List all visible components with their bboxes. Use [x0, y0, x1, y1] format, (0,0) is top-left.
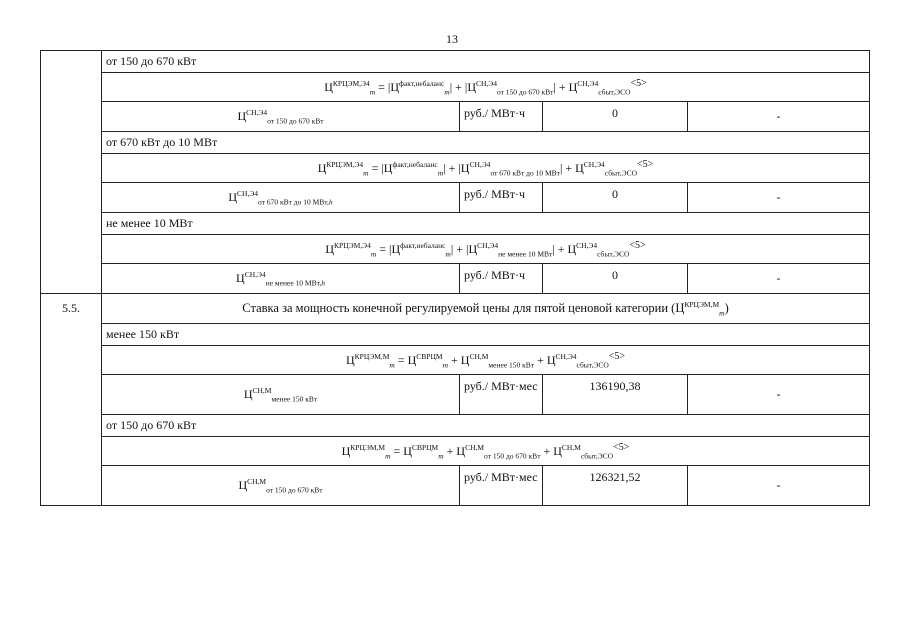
value-row [41, 375, 870, 415]
formula-symbol: $Ц^{СН,Э4}_{от 150 до 670 кВт}$ [237, 107, 324, 126]
unit-cell: руб./ МВт·ч [460, 264, 543, 294]
section-label: менее 150 кВт [102, 324, 870, 346]
unit-cell: руб./ МВт·ч [460, 183, 543, 213]
symbol-superscript: факт,небаланс [400, 240, 446, 250]
formula: $Ц^{КРЦЭМ,Э4}_m = |Ц^{факт,небаланс}_m| + |Ц^{СН,Э4}_{не менее 10 МВт}| + Ц^{СН,Э4}_{сбыт,ЭСО}^{<5>}$ [102, 235, 870, 264]
symbol-subscript: сбыт,ЭСО [576, 360, 609, 370]
note-cell: - [688, 264, 870, 294]
formula-symbol [391, 241, 450, 258]
formula-symbol [456, 443, 540, 460]
value-row [41, 183, 870, 213]
footnote-ref: <5> [637, 158, 654, 170]
value-symbol [102, 375, 460, 415]
symbol-superscript: СН,Э4 [576, 240, 598, 250]
symbol-subscript: от 150 до 670 кВт [484, 451, 541, 461]
symbol-subscript: сбыт,ЭСО [598, 87, 631, 97]
plus-sign: + [558, 79, 566, 94]
equals-sign: = [371, 160, 379, 175]
symbol-subscript: сбыт,ЭСО [604, 168, 638, 178]
formula-row [41, 154, 870, 183]
footnote-ref: <5> [613, 441, 630, 453]
value-cell: 0 [543, 102, 688, 132]
symbol-base: Ц [383, 160, 393, 175]
formula-symbol [467, 79, 553, 96]
formula-symbol [390, 79, 449, 96]
symbol-superscript: СН,Э4 [477, 240, 499, 250]
section-row [41, 132, 870, 154]
symbol-subscript: m [444, 87, 450, 97]
symbol-subscript: сбыт,ЭСО [580, 451, 614, 461]
plus-sign: + [557, 241, 565, 256]
formula-symbol [461, 352, 534, 369]
symbol-base: Ц [390, 79, 399, 94]
section-row [41, 51, 870, 73]
formula-symbol: $Ц^{СН,Э4}_{от 670 кВт до 10 МВт,h}$ [228, 188, 333, 207]
item-header-row [41, 294, 870, 324]
symbol-superscript: СВРЦМ [416, 351, 443, 361]
formula-symbol: $Ц^{СН,М}_{от 150 до 670 кВт}$ [238, 476, 323, 495]
section-row [41, 415, 870, 437]
plus-sign: + [448, 160, 456, 175]
symbol-subscript: менее 150 кВт [488, 360, 535, 370]
symbol-subscript: m [442, 360, 448, 370]
formula-symbol [384, 160, 443, 177]
symbol-base: Ц [467, 79, 476, 94]
formula-symbol [403, 443, 443, 460]
symbol-base: Ц [403, 443, 412, 458]
unit-cell: руб./ МВт·ч [460, 102, 543, 132]
item-number: 5.5. [41, 294, 102, 506]
symbol-superscript: КРЦЭМ,Э4 [326, 159, 364, 169]
symbol-superscript: СН,Э4 [577, 78, 599, 88]
symbol-subscript: сбыт,ЭСО [597, 249, 630, 259]
symbol-superscript: СН,Э4 [583, 159, 605, 169]
symbol-base: Ц [460, 160, 470, 175]
symbol-base: Ц [553, 443, 562, 458]
value-cell: 126321,52 [543, 466, 688, 506]
value-row [41, 102, 870, 132]
footnote-ref: <5> [629, 239, 646, 251]
symbol-superscript: КРЦЭМ,М [350, 442, 386, 452]
formula-symbol [346, 352, 395, 369]
symbol-subscript: не менее 10 МВт [498, 249, 553, 259]
symbol-base: Ц [317, 160, 327, 175]
symbol-base: Ц [341, 443, 351, 458]
value-symbol [102, 183, 460, 213]
symbol-subscript: m [445, 249, 451, 259]
formula-symbol [567, 241, 629, 258]
symbol-superscript: СН,М [465, 442, 485, 452]
section-label: от 150 до 670 кВт [102, 415, 870, 437]
footnote-ref: <5> [608, 350, 626, 362]
tariff-table [40, 50, 870, 506]
formula-symbol [342, 443, 391, 460]
symbol-base: Ц [391, 241, 401, 256]
symbol-subscript: m [438, 451, 444, 461]
symbol-subscript: m [389, 360, 395, 370]
symbol-superscript: СН,Э4 [555, 351, 577, 361]
formula [102, 346, 870, 375]
symbol-base: Ц [460, 352, 470, 367]
value-cell: 0 [543, 264, 688, 294]
formula-symbol [324, 79, 375, 96]
symbol-base: Ц [567, 241, 577, 256]
value-row [41, 466, 870, 506]
plus-sign: + [543, 443, 551, 458]
section-row [41, 213, 870, 235]
value-symbol [102, 102, 460, 132]
plus-sign: + [456, 241, 464, 256]
formula-row [41, 235, 870, 264]
section-row [41, 324, 870, 346]
symbol-superscript: КРЦЭМ,Э4 [334, 240, 371, 250]
symbol-superscript: КРЦЭМ,Э4 [332, 78, 370, 88]
item-title: Ставка за мощность конечной регулируемой цены для пятой ценовой категории $(Ц^{КРЦЭМ,М}_m)$ [102, 294, 870, 324]
symbol-subscript: m [370, 249, 377, 259]
plus-sign: + [565, 160, 573, 175]
formula: $Ц^{КРЦЭМ,Э4}_m = |Ц^{факт,небаланс}_m| + |Ц^{СН,Э4}_{от 670 кВт до 10 МВт}| + Ц^{СН,Э4}_{сбыт,ЭСО}^{<5>}$ [102, 154, 870, 183]
section-label: от 670 кВт до 10 МВт [102, 132, 870, 154]
symbol-base: Ц [456, 443, 466, 458]
note-cell: - [688, 102, 870, 132]
unit-cell: руб./ МВт·мес [460, 466, 543, 506]
formula-symbol [553, 443, 613, 460]
value-cell: 136190,38 [543, 375, 688, 415]
equals-sign: = [397, 352, 405, 367]
symbol-superscript: СН,М [469, 351, 489, 361]
formula-symbol [408, 352, 448, 369]
formula-symbol [318, 160, 369, 177]
formula-symbol: $Ц^{СН,М}_{менее 150 кВт}$ [243, 385, 318, 404]
formula: $Ц^{КРЦЭМ,Э4}_m = |Ц^{факт,небаланс}_m| + |Ц^{СН,Э4}_{от 150 до 670 кВт}| + Ц^{СН,Э4}_{сбыт,ЭСО}^{<5>}$ [102, 73, 870, 102]
symbol-superscript: СН,Э4 [469, 159, 491, 169]
equals-sign: = [393, 443, 401, 458]
symbol-base: Ц [468, 241, 478, 256]
value-cell: 0 [543, 183, 688, 213]
equals-sign: = [379, 241, 387, 256]
plus-sign: + [455, 79, 462, 94]
formula-symbol [575, 160, 637, 177]
symbol-superscript: СН,Э4 [475, 78, 497, 88]
unit-cell: руб./ МВт·мес [460, 375, 543, 415]
symbol-base: Ц [325, 241, 335, 256]
formula-symbol [547, 352, 609, 369]
symbol-superscript: СВРЦМ [411, 442, 439, 452]
symbol-subscript: m [369, 87, 376, 97]
symbol-base: Ц [407, 352, 417, 367]
formula-symbol [325, 241, 376, 258]
value-symbol [102, 264, 460, 294]
value-row [41, 264, 870, 294]
symbol-superscript: СН,М [561, 442, 581, 452]
formula-row [41, 437, 870, 466]
value-symbol [102, 466, 460, 506]
formula-symbol: $Ц^{СН,Э4}_{не менее 10 МВт,h}$ [236, 269, 325, 288]
formula-symbol [569, 79, 631, 96]
formula-row [41, 73, 870, 102]
symbol-base: Ц [345, 352, 355, 367]
symbol-subscript: m [385, 451, 391, 461]
page-number: 13 [446, 32, 458, 46]
section-label: от 150 до 670 кВт [102, 51, 870, 73]
symbol-superscript: факт,небаланс [392, 159, 438, 169]
equals-sign: = [378, 79, 385, 94]
symbol-subscript: m [437, 168, 444, 178]
symbol-superscript: КРЦЭМ,М [354, 351, 390, 361]
formula-row [41, 346, 870, 375]
formula [102, 437, 870, 466]
footnote-ref: <5> [630, 77, 647, 89]
plus-sign: + [537, 352, 544, 367]
note-cell: - [688, 375, 870, 415]
symbol-base: Ц [546, 352, 556, 367]
section-label: не менее 10 МВт [102, 213, 870, 235]
symbol-subscript: m [363, 168, 369, 178]
symbol-base: Ц [568, 79, 578, 94]
plus-sign: + [446, 443, 454, 458]
symbol-superscript: факт,небаланс [399, 78, 445, 88]
note-cell: - [688, 183, 870, 213]
item-number-cell [41, 51, 102, 294]
symbol-subscript: от 150 до 670 кВт [496, 87, 554, 97]
symbol-base: Ц [575, 160, 584, 175]
symbol-base: Ц [324, 79, 333, 94]
plus-sign: + [450, 352, 458, 367]
note-cell: - [688, 466, 870, 506]
symbol-subscript: от 670 кВт до 10 МВт [490, 168, 560, 178]
formula-symbol [461, 160, 560, 177]
formula-symbol [468, 241, 552, 258]
